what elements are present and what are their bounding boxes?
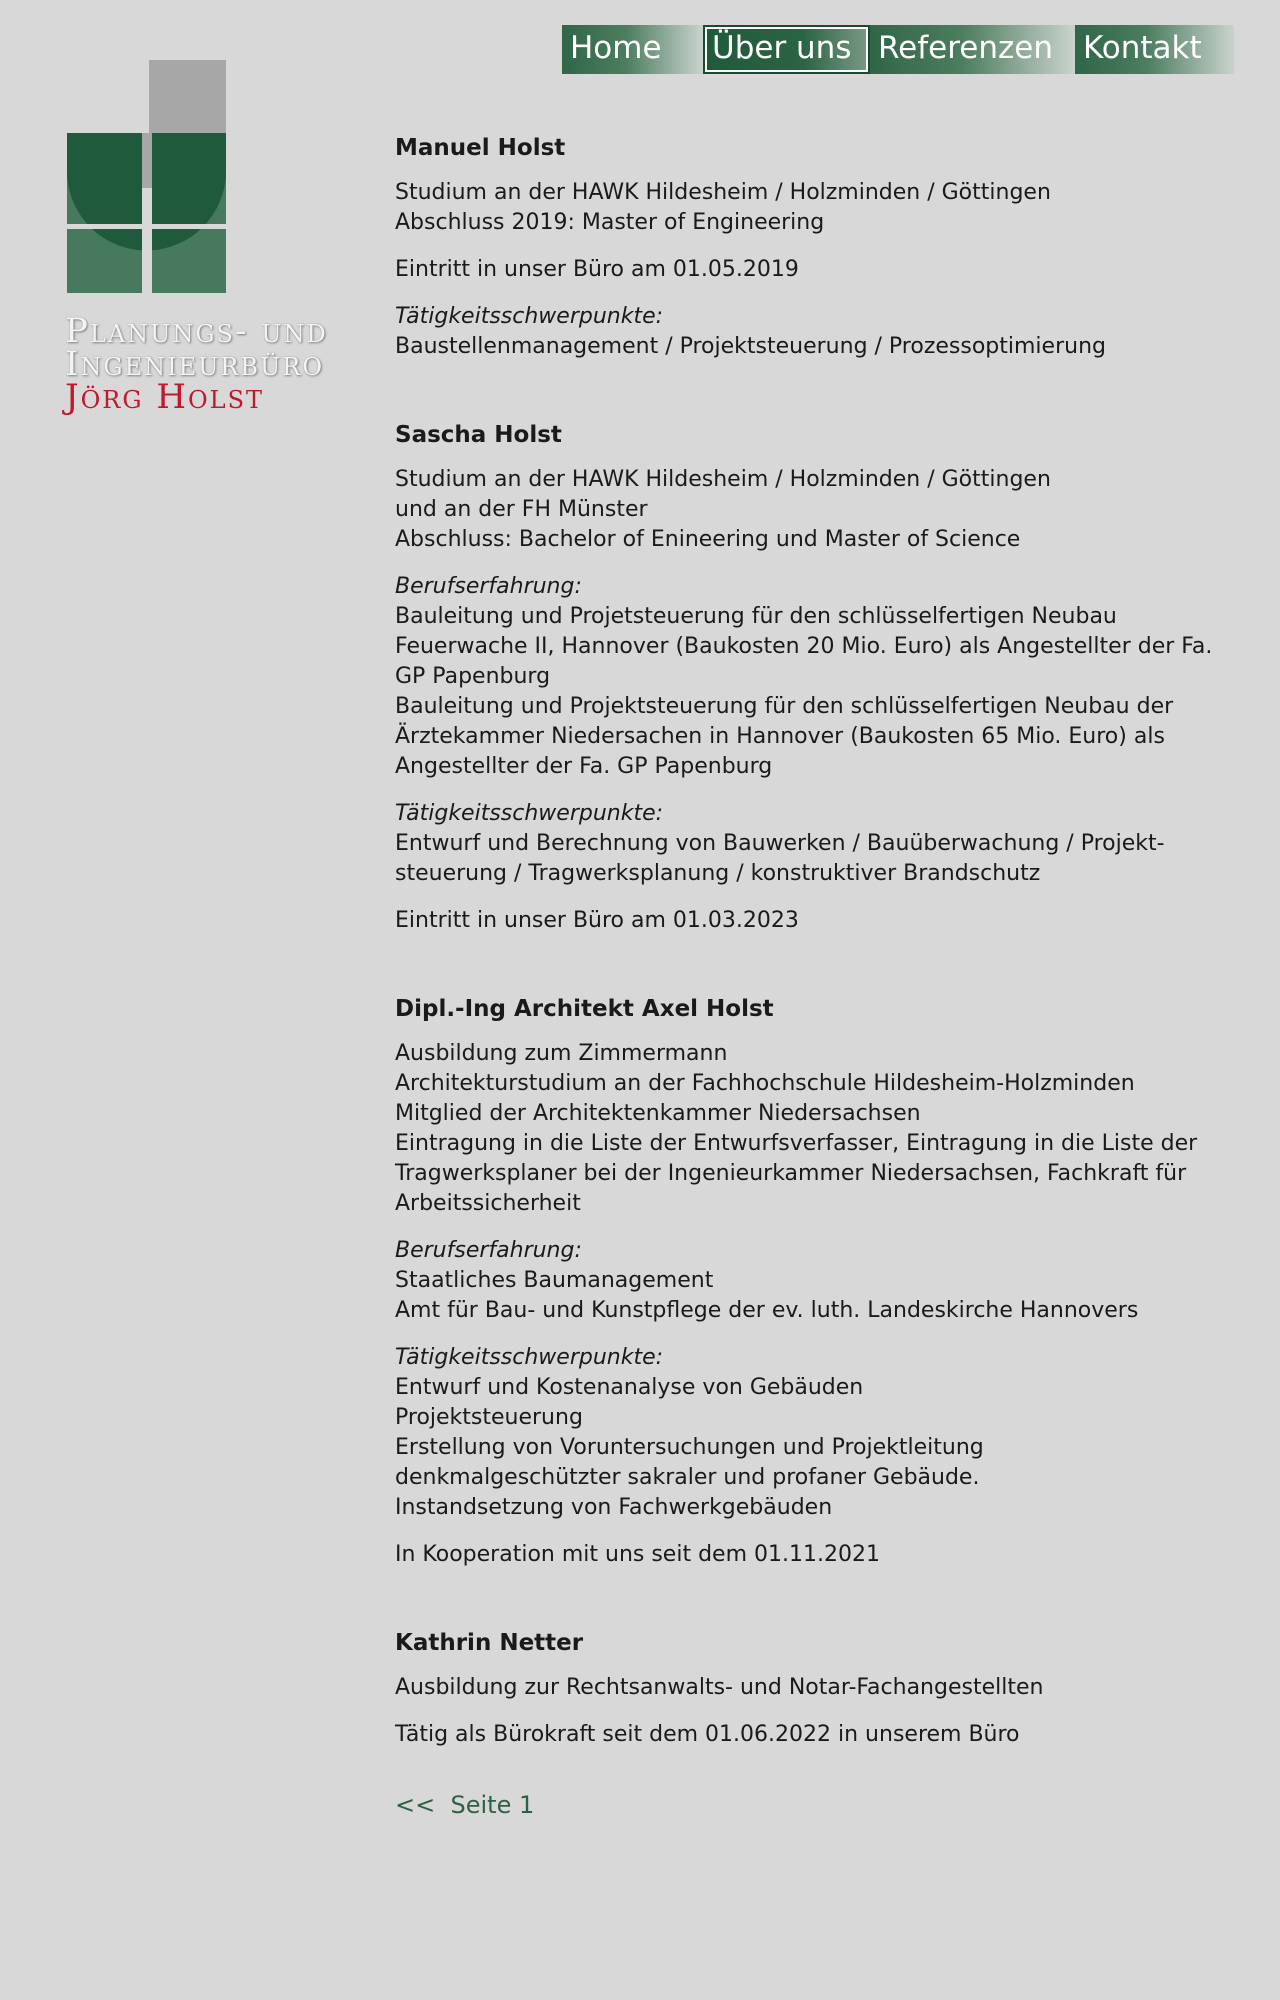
education-line: Architekturstudium an der Fachhochschule Hildesheim-Holzminden: [395, 1071, 1135, 1096]
experience-line: Bauleitung und Projetsteuerung für den schlüsselfertigen Neubau Feuerwache II, Hannover (Baukosten 20 Mio. Euro) als Angestellter der Fa. GP Papenburg: [395, 604, 1213, 689]
person-entry: Eintritt in unser Büro am 01.03.2023: [395, 908, 799, 933]
nav-home[interactable]: Home: [562, 25, 703, 74]
person-experience: [395, 572, 1215, 782]
main-nav: [562, 25, 1234, 74]
pager-label: Seite 1: [450, 1791, 535, 1819]
experience-line: Bauleitung und Projektsteuerung für den schlüsselfertigen Neubau der Ärztekammer Niedersachen in Hannover (Baukosten 65 Mio. Euro) als Angestellter der Fa. GP Papenburg: [395, 694, 1174, 779]
logo-mark-icon: [67, 60, 227, 295]
person-name: Sascha Holst: [395, 422, 562, 448]
person-entry: Tätig als Bürokraft seit dem 01.06.2022 in unserem Büro: [395, 1722, 1020, 1747]
focus-label: Tätigkeitsschwerpunkte:: [395, 1345, 664, 1370]
person-entry: Eintritt in unser Büro am 01.05.2019: [395, 257, 799, 282]
team-content: [395, 133, 1215, 1820]
person-focus: [395, 302, 1215, 362]
person-manuel-holst: [395, 133, 1215, 362]
experience-label: Berufserfahrung:: [395, 574, 582, 599]
person-education: [395, 465, 1215, 555]
focus-line: Erstellung von Voruntersuchungen und Projektleitung denkmalgeschützter sakraler und profaner Gebäude.: [395, 1435, 984, 1490]
education-line: Abschluss: Bachelor of Enineering und Master of Science: [395, 527, 1021, 552]
experience-line: Amt für Bau- und Kunstpflege der ev. luth. Landeskirche Hannovers: [395, 1298, 1139, 1323]
experience-line: Staatliches Baumanagement: [395, 1268, 714, 1293]
focus-line: Projektsteuerung: [395, 1405, 583, 1430]
logo-wordmark: [65, 311, 328, 417]
focus-line: Instandsetzung von Fachwerkgebäuden: [395, 1495, 833, 1520]
education-line: Studium an der HAWK Hildesheim / Holzminden / Göttingen: [395, 467, 1051, 492]
person-kathrin-netter: [395, 1628, 1215, 1750]
person-focus: [395, 1343, 1215, 1523]
focus-line: Entwurf und Kostenanalyse von Gebäuden: [395, 1375, 864, 1400]
nav-referenzen[interactable]: Referenzen: [870, 25, 1075, 74]
company-logo[interactable]: [67, 60, 367, 440]
education-line: Mitglied der Architektenkammer Niedersachsen: [395, 1101, 921, 1126]
pager-arrow: <<: [395, 1791, 436, 1819]
person-experience: [395, 1236, 1215, 1326]
person-name: Dipl.-Ing Architekt Axel Holst: [395, 996, 774, 1022]
focus-line: Baustellenmanagement / Projektsteuerung / Prozessoptimierung: [395, 334, 1106, 359]
focus-line: Entwurf und Berechnung von Bauwerken / Bauüberwachung / Projekt-steuerung / Tragwerksplanung / konstruktiver Brandschutz: [395, 831, 1165, 886]
person-education: Ausbildung zur Rechtsanwalts- und Notar-Fachangestellten: [395, 1675, 1044, 1700]
person-name: Manuel Holst: [395, 135, 566, 161]
person-name: Kathrin Netter: [395, 1630, 584, 1656]
education-line: Ausbildung zum Zimmermann: [395, 1041, 728, 1066]
nav-ueber-uns[interactable]: Über uns: [703, 25, 870, 74]
logo-line-1: Planungs- und: [65, 311, 328, 351]
person-axel-holst: [395, 994, 1215, 1570]
person-education: [395, 1039, 1215, 1219]
person-entry: In Kooperation mit uns seit dem 01.11.2021: [395, 1542, 880, 1567]
person-education: [395, 178, 1215, 238]
education-line: Abschluss 2019: Master of Engineering: [395, 210, 825, 235]
person-focus: [395, 799, 1215, 889]
focus-label: Tätigkeitsschwerpunkte:: [395, 801, 664, 826]
logo-line-3: Jörg Holst: [65, 377, 265, 417]
nav-kontakt[interactable]: Kontakt: [1075, 25, 1234, 74]
experience-label: Berufserfahrung:: [395, 1238, 582, 1263]
logo-line-2: Ingenieurbüro: [65, 344, 325, 384]
education-line: Studium an der HAWK Hildesheim / Holzminden / Göttingen: [395, 180, 1051, 205]
pager-link-page-1[interactable]: [395, 1790, 1215, 1820]
education-line: und an der FH Münster: [395, 497, 648, 522]
education-line: Eintragung in die Liste der Entwurfsverfasser, Eintragung in die Liste der Tragwerksplaner bei der Ingenieurkammer Niedersachsen, Fachkraft für Arbeitssicherheit: [395, 1131, 1198, 1216]
person-sascha-holst: [395, 420, 1215, 936]
focus-label: Tätigkeitsschwerpunkte:: [395, 304, 664, 329]
